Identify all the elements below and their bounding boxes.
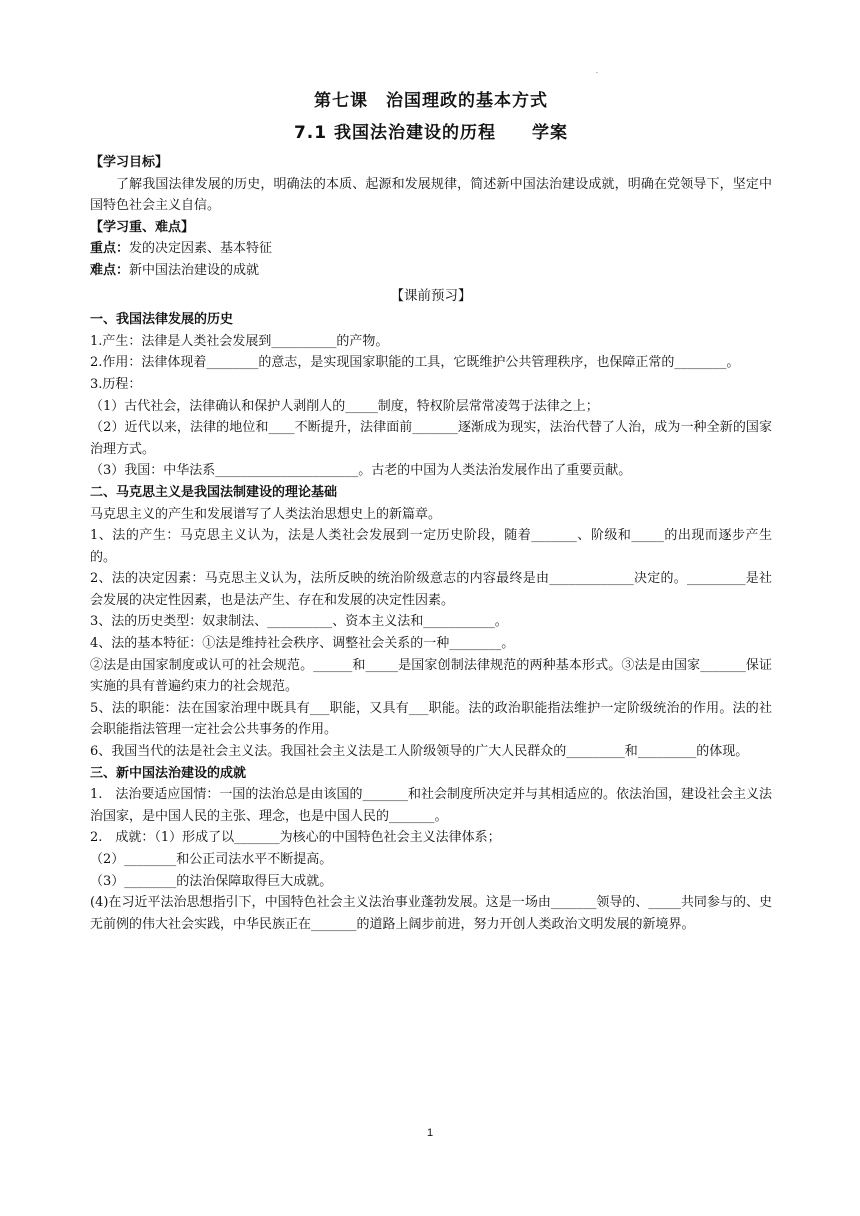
lesson-title: 第七课 治国理政的基本方式 (314, 91, 548, 111)
section2-line: 4、法的基本特征：①法是维持社会秩序、调整社会关系的一种________。 (90, 636, 515, 652)
section3-line: （2）________和公正司法水平不断提高。 (90, 852, 333, 867)
section1-heading: 一、我国法律发展的历史 (90, 312, 234, 328)
section1-line: 2.作用：法律体现着________的意志，是实现国家职能的工具，它既维护公共管理秩序，也保障正常的________。 (90, 355, 740, 371)
section1-line: 1.产生：法律是人类社会发展到__________的产物。 (90, 333, 389, 349)
section2-line: ②法是由国家制度或认可的社会规范。______和_____是国家创制法律规范的两种基本形式。③法是由国家_______保证实施的具有普遍约束力的社会规范。 (90, 657, 772, 695)
section3-heading: 三、新中国法治建设的成就 (90, 765, 247, 781)
section2-line: 马克思主义的产生和发展谱写了人类法治思想史上的新篇章。 (90, 506, 442, 522)
section3-line: （3）________的法治保障取得巨大成就。 (90, 873, 333, 889)
corner-dot: . (596, 68, 598, 75)
focus-text: 发的决定因素、基本特征 (129, 241, 273, 257)
section2-line: 1、法的产生：马克思主义认为，法是人类社会发展到一定历史阶段，随着_______、阶级和_____的出现而逐步产生的。 (90, 528, 772, 565)
section2-line: 6、我国当代的法是社会主义法。我国社会主义法是工人阶级领导的广大人民群众的_________和_________的体现。 (90, 744, 749, 760)
section1-line: （2）近代以来，法律的地位和____不断提升，法律面前_______逐渐成为现实，法治代替了人治，成为一种全新的国家治理方式。 (90, 420, 772, 457)
section3-line: 1. 法治要适应国情：一国的法治总是由该国的_______和社会制度所决定并与其相适应的。依法治国，建设社会主义法治国家，是中国人民的主张、理念，也是中国人民的_______。 (90, 787, 772, 824)
focus-line (90, 238, 772, 260)
lesson-subtitle: 7.1 我国法治建设的历程 学案 (293, 123, 569, 143)
section2-line: 2、法的决定因素：马克思主义认为，法所反映的统治阶级意志的内容最终是由_____________决定的。_________是社会发展的决定性因素，也是法产生、存在和发展的决定性因素。 (90, 571, 772, 608)
section2-line: 5、法的职能：法在国家治理中既具有___职能，又具有___职能。法的政治职能指法维护一定阶级统治的作用。法的社会职能指法管理一定社会公共事务的作用。 (90, 700, 772, 738)
difficulty-label: 难点： (90, 262, 130, 278)
focus-label: 重点： (90, 241, 130, 257)
document-page (90, 86, 772, 935)
difficulty-line (90, 260, 772, 282)
difficulty-text: 新中国法治建设的成就 (129, 262, 260, 278)
page-number: 1 (426, 1127, 434, 1139)
section3-line: 2. 成就：（1）形成了以_______为核心的中国特色社会主义法律体系； (90, 830, 501, 846)
objectives-text: 了解我国法律发展的历史，明确法的本质、起源和发展规律，简述新中国法治建设成就，明确在党领导下，坚定中国特色社会主义自信。 (90, 176, 772, 214)
section1-line: 3.历程： (90, 376, 142, 392)
section1-line: （3）我国：中华法系______________________。古老的中国为人类法治发展作出了重要贡献。 (90, 463, 632, 479)
section2-heading: 二、马克思主义是我国法制建设的理论基础 (90, 484, 338, 500)
section2-line: 3、法的历史类型：奴隶制法、__________、资本主义法和___________。 (90, 614, 508, 630)
section3-line: (4)在习近平法治思想指引下，中国特色社会主义法治事业蓬勃发展。这是一场由_______领导的、_____共同参与的、史无前例的伟大社会实践，中华民族正在_______的道路上阔步前进，努力开创人类政治文明发展的新境界。 (90, 895, 772, 932)
section1-line: （1）古代社会，法律确认和保护人剥削人的_____制度，特权阶层常常凌驾于法律之上； (90, 398, 599, 414)
keypoints-heading: 【学习重、难点】 (90, 219, 195, 235)
objectives-heading: 【学习目标】 (90, 155, 169, 170)
preview-heading: 【课前预习】 (390, 287, 472, 304)
